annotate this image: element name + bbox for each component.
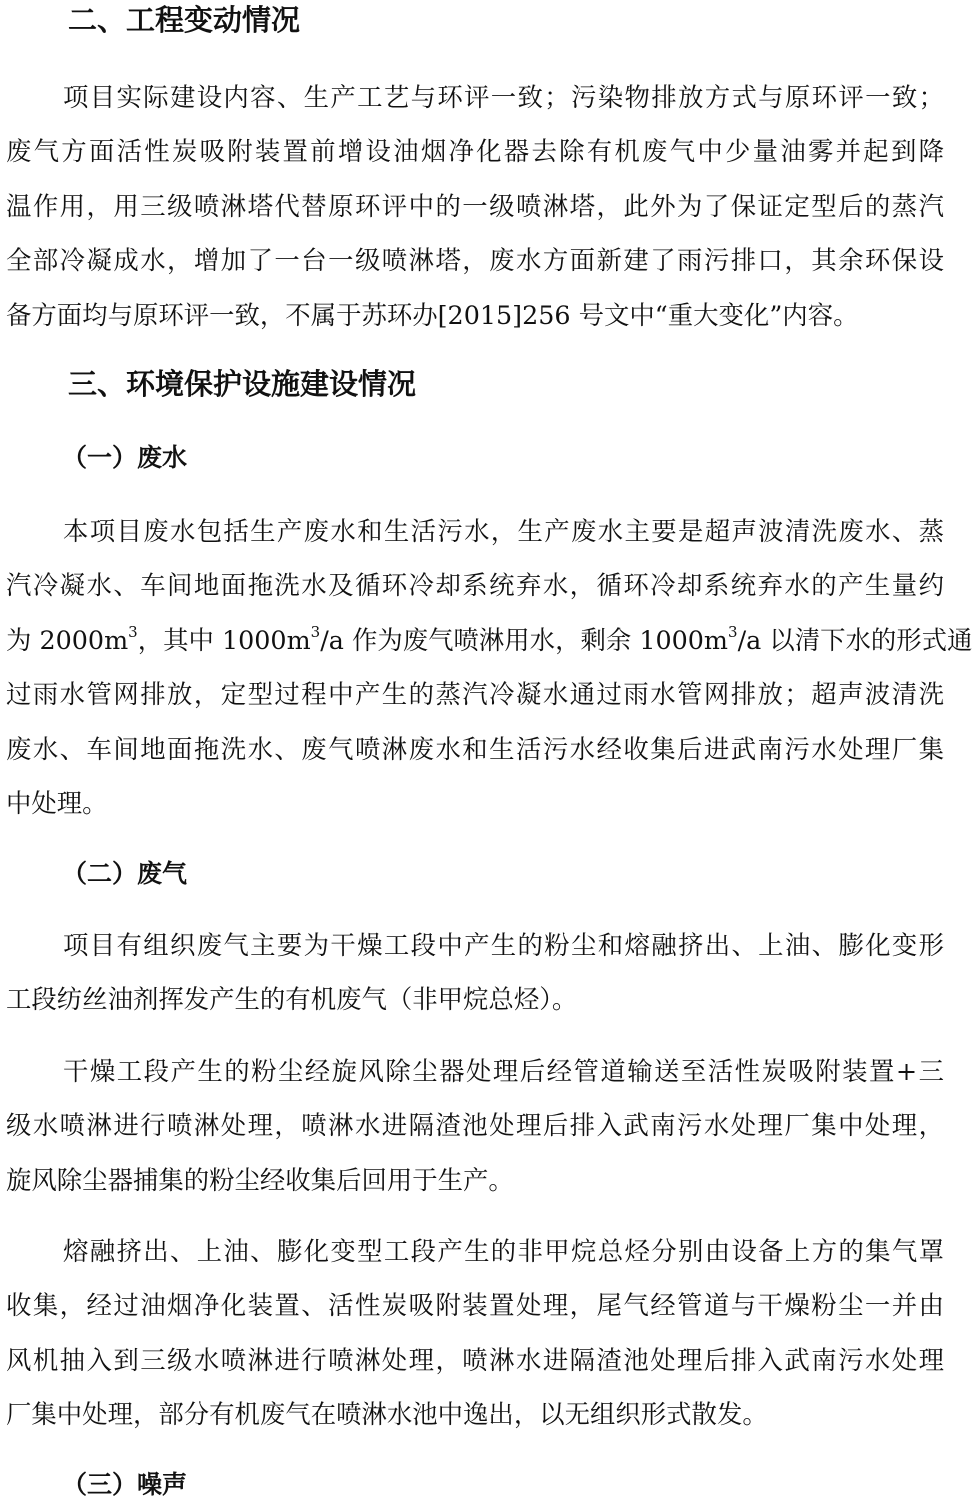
section-heading-project-changes: 二、工程变动情况 [68, 3, 301, 37]
paragraph-wastewater [6, 504, 972, 830]
text-line: 备方面均与原环评一致，不属于苏环办[2015]256 号文中“重大变化”内容。 [6, 299, 859, 330]
sub-heading-noise: （三）噪声 [62, 1470, 188, 1499]
text-fragment: 为 2000m [6, 624, 129, 655]
text-line: 本项目废水包括生产废水和生活污水，生产废水主要是超声波清洗废水、蒸 [63, 516, 944, 546]
text-line: 全部冷凝成水，增加了一台一级喷淋塔，废水方面新建了雨污排口，其余环保设 [6, 245, 944, 276]
text-line: 过雨水管网排放，定型过程中产生的蒸汽冷凝水通过雨水管网排放；超声波清洗 [6, 679, 944, 710]
text-line: 收集，经过油烟净化装置、活性炭吸附装置处理，尾气经管道与干燥粉尘一并由 [6, 1290, 944, 1321]
paragraph-exhaust-dust [6, 1044, 944, 1207]
text-line: 温作用，用三级喷淋塔代替原环评中的一级喷淋塔，此外为了保证定型后的蒸汽 [6, 190, 944, 221]
text-line: 干燥工段产生的粉尘经旋风除尘器处理后经管道输送至活性炭吸附装置+三 [63, 1056, 944, 1086]
text-line: 中处理。 [6, 787, 108, 818]
text-fragment: /a 作为废气喷淋用水，剩余 1000m [320, 624, 729, 655]
paragraph-exhaust-overview [6, 918, 944, 1027]
text-line: 旋风除尘器捕集的粉尘经收集后回用于生产。 [6, 1164, 514, 1195]
text-line: 风机抽入到三级水喷淋进行喷淋处理，喷淋水进隔渣池处理后排入武南污水处理 [6, 1344, 944, 1375]
sub-heading-exhaust: （二）废气 [62, 859, 188, 888]
section-heading-env-facilities: 三、环境保护设施建设情况 [68, 367, 417, 401]
superscript: 3 [128, 623, 138, 642]
text-line: 汽冷凝水、车间地面拖洗水及循环冷却系统弃水，循环冷却系统弃水的产生量约 [6, 570, 944, 601]
text-line-with-units [6, 613, 972, 667]
text-fragment: /a 以清下水的形式通 [737, 624, 972, 655]
text-line: 废气方面活性炭吸附装置前增设油烟净化器去除有机废气中少量油雾并起到降 [6, 136, 944, 167]
text-line: 工段纺丝油剂挥发产生的有机废气（非甲烷总烃）。 [6, 984, 578, 1015]
text-line: 厂集中处理，部分有机废气在喷淋水池中逸出，以无组织形式散发。 [6, 1399, 768, 1430]
superscript: 3 [728, 623, 738, 642]
paragraph-exhaust-nmhc [6, 1224, 944, 1442]
text-fragment: ，其中 1000m [137, 624, 311, 655]
superscript: 3 [310, 623, 321, 642]
text-line: 项目有组织废气主要为干燥工段中产生的粉尘和熔融挤出、上油、膨化变形 [63, 930, 944, 960]
text-line: 级水喷淋进行喷淋处理，喷淋水进隔渣池处理后排入武南污水处理厂集中处理， [6, 1110, 944, 1141]
text-line: 废水、车间地面拖洗水、废气喷淋废水和生活污水经收集后进武南污水处理厂集 [6, 733, 944, 764]
paragraph-project-changes [6, 70, 944, 342]
text-line: 熔融挤出、上油、膨化变型工段产生的非甲烷总烃分别由设备上方的集气罩 [63, 1236, 944, 1266]
sub-heading-wastewater: （一）废水 [62, 443, 188, 472]
text-line: 项目实际建设内容、生产工艺与环评一致；污染物排放方式与原环评一致； [63, 82, 944, 112]
